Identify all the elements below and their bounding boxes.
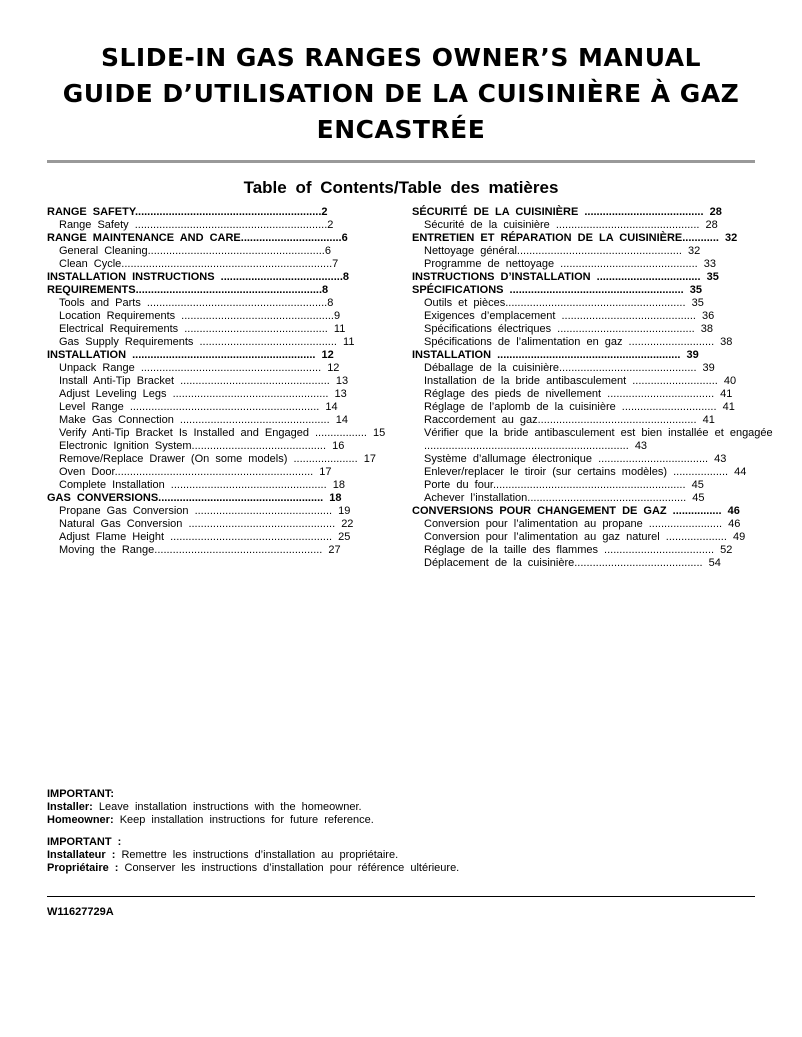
toc-subsection-entry: Adjust Flame Height ..................................................... 25: [59, 531, 351, 543]
toc-subsection-entry: Réglage des pieds de nivellement ................................... 41: [424, 388, 733, 400]
toc-subsection-entry: Achever l’installation.................................................... 45: [424, 492, 705, 504]
toc-subsection-entry: Tools and Parts ...........................................................8: [59, 297, 334, 309]
toc-subsection-entry: Conversion pour l’alimentation au propane ........................ 46: [424, 518, 741, 530]
installer-note: Installer: Leave installation instructions with the homeowner.: [47, 801, 362, 813]
toc-subsection-entry: Exigences d’emplacement ............................................ 36: [424, 310, 715, 322]
toc-subsection-entry: Remove/Replace Drawer (On some models) ..................... 17: [59, 453, 376, 465]
toc-section-entry: SPÉCIFICATIONS ......................................................... 35: [412, 284, 703, 296]
toc-subsection-entry: Adjust Leveling Legs ................................................... 13: [59, 388, 347, 400]
toc-heading: Table of Contents/Table des matières: [243, 178, 559, 197]
toc-subsection-entry: Porte du four............................................................... 45: [424, 479, 704, 491]
toc-section-entry: SÉCURITÉ DE LA CUISINIÈRE ....................................... 28: [412, 206, 722, 218]
title-divider: [47, 160, 755, 163]
installateur-note: Installateur : Remettre les instructions d’installation au propriétaire.: [47, 849, 399, 861]
toc-section-entry: INSTRUCTIONS D’INSTALLATION .................................. 35: [412, 271, 719, 283]
manual-title: [0, 40, 802, 148]
title-line-fr: GUIDE D’UTILISATION DE LA CUISINIÈRE À GAZ: [62, 79, 740, 108]
toc-section-entry: CONVERSIONS POUR CHANGEMENT DE GAZ ................ 46: [412, 505, 740, 517]
important-heading-en: IMPORTANT:: [47, 788, 115, 800]
toc-subsection-entry: Unpack Range ........................................................... 12: [59, 362, 340, 374]
important-heading-fr: IMPORTANT :: [47, 836, 122, 848]
toc-column-english: [47, 206, 407, 557]
toc-subsection-entry: Vérifier que la bride antibasculement est bien installée et engagée ................................................................... 43: [424, 427, 773, 452]
toc-subsection-entry: Nettoyage général...................................................... 32: [424, 245, 701, 257]
toc-subsection-entry: Déplacement de la cuisinière.......................................... 54: [424, 557, 721, 569]
toc-subsection-entry: Outils et pièces........................................................... 35: [424, 297, 704, 309]
proprietaire-note: Propriétaire : Conserver les instructions d’installation pour référence ultérieure.: [47, 862, 460, 874]
toc-subsection-entry: Enlever/replacer le tiroir (sur certains modèles) .................. 44: [424, 466, 747, 478]
toc-subsection-entry: Réglage de l’aplomb de la cuisinière ............................... 41: [424, 401, 735, 413]
toc-subsection-entry: Propane Gas Conversion ............................................. 19: [59, 505, 351, 517]
toc-section-entry: GAS CONVERSIONS...................................................... 18: [47, 492, 342, 504]
toc-subsection-entry: Conversion pour l’alimentation au gaz naturel .................... 49: [424, 531, 746, 543]
toc-subsection-entry: Level Range .............................................................. 14: [59, 401, 338, 413]
toc-subsection-entry: Réglage de la taille des flammes .................................... 52: [424, 544, 733, 556]
title-line-en: SLIDE-IN GAS RANGES OWNER’S MANUAL: [100, 43, 702, 72]
important-notes: [47, 788, 459, 875]
toc-subsection-entry: Spécifications électriques ............................................. 38: [424, 323, 713, 335]
footer-divider: [47, 896, 755, 897]
toc-section-entry: INSTALLATION INSTRUCTIONS ........................................8: [47, 271, 350, 283]
toc-subsection-entry: Natural Gas Conversion ................................................ 22: [59, 518, 354, 530]
toc-subsection-entry: Programme de nettoyage ............................................. 33: [424, 258, 717, 270]
toc-subsection-entry: Install Anti-Tip Bracket ................................................. 13: [59, 375, 349, 387]
toc-subsection-entry: Gas Supply Requirements ............................................. 11: [59, 336, 355, 348]
toc-column-french: [412, 206, 780, 570]
toc-subsection-entry: Moving the Range....................................................... 27: [59, 544, 341, 556]
toc-subsection-entry: Système d’allumage électronique .................................... 43: [424, 453, 727, 465]
toc-subsection-entry: Make Gas Connection ................................................. 14: [59, 414, 348, 426]
toc-subsection-entry: Déballage de la cuisinière............................................. 39: [424, 362, 715, 374]
toc-section-entry: INSTALLATION ............................................................ 39: [412, 349, 699, 361]
document-number: W11627729A: [47, 906, 114, 918]
toc-subsection-entry: Clean Cycle.....................................................................7: [59, 258, 339, 270]
title-line-fr-cont: ENCASTRÉE: [316, 115, 486, 144]
toc-section-entry: ENTRETIEN ET RÉPARATION DE LA CUISINIÈRE............ 32: [412, 232, 738, 244]
toc-subsection-entry: Sécurité de la cuisinière ............................................... 28: [424, 219, 718, 231]
toc-subsection-entry: Raccordement au gaz.................................................... 41: [424, 414, 715, 426]
toc-subsection-entry: Installation de la bride antibasculement ............................ 40: [424, 375, 737, 387]
toc-subsection-entry: Range Safety ...............................................................2: [59, 219, 334, 231]
toc-subsection-entry: Location Requirements ..................................................9: [59, 310, 341, 322]
toc-subsection-entry: Oven Door................................................................. 17: [59, 466, 332, 478]
toc-subsection-entry: General Cleaning..........................................................6: [59, 245, 331, 257]
toc-subsection-entry: Electronic Ignition System............................................ 16: [59, 440, 345, 452]
toc-section-entry: RANGE SAFETY.............................................................2: [47, 206, 328, 218]
toc-section-entry: RANGE MAINTENANCE AND CARE.................................6: [47, 232, 348, 244]
toc-section-entry: REQUIREMENTS.............................................................8: [47, 284, 329, 296]
toc-subsection-entry: Complete Installation ................................................... 18: [59, 479, 345, 491]
toc-subsection-entry: Electrical Requirements ............................................... 11: [59, 323, 346, 335]
toc-section-entry: INSTALLATION ............................................................ 12: [47, 349, 334, 361]
toc-subsection-entry: Spécifications de l’alimentation en gaz ............................ 38: [424, 336, 733, 348]
homeowner-note: Homeowner: Keep installation instructions for future reference.: [47, 814, 374, 826]
toc-subsection-entry: Verify Anti-Tip Bracket Is Installed and Engaged ................. 15: [59, 427, 386, 439]
